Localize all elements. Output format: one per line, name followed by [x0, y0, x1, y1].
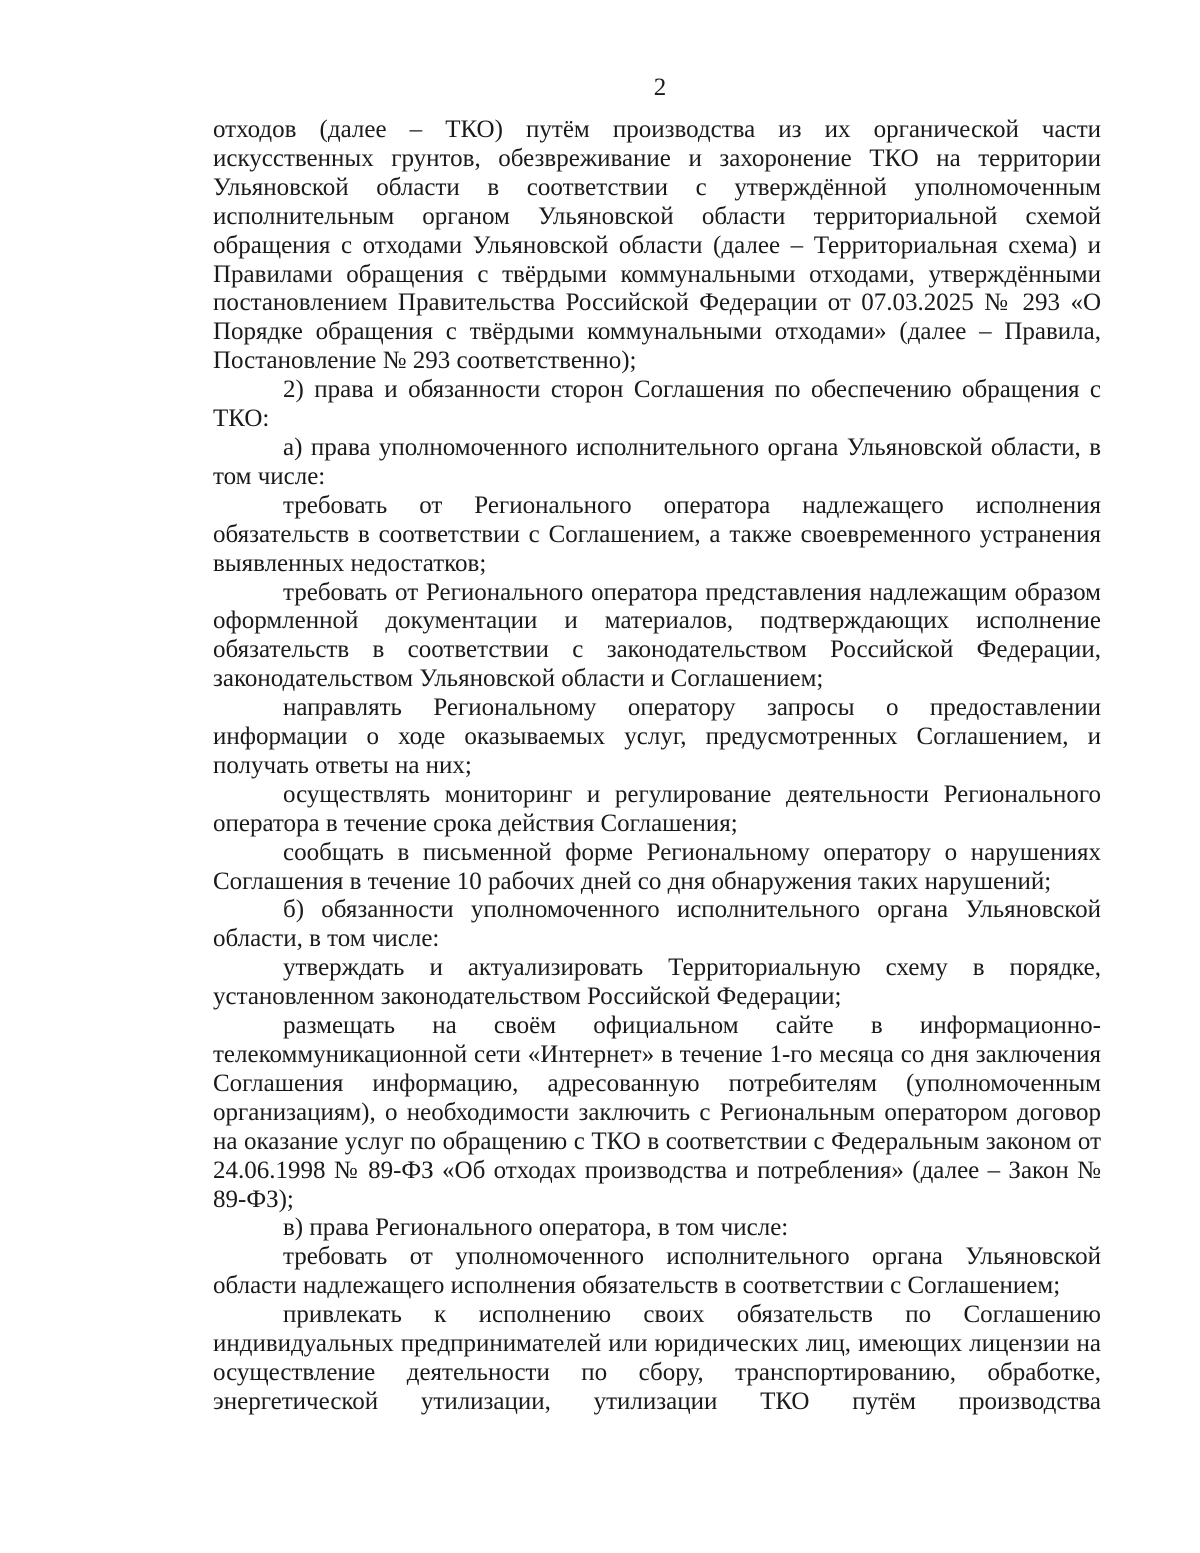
paragraph: привлекать к исполнению своих обязательств по Соглашению индивидуальных предпринимателей или юридических лиц, имеющих лицензии на осуществление деятельности по сбору, транспортированию, обработке, энергетической утилизации, утилизации ТКО путём производства — [213, 1301, 1101, 1415]
page-number: 2 — [653, 74, 667, 101]
document-body — [213, 116, 1101, 1417]
paragraph: осуществлять мониторинг и регулирование деятельности Регионального оператора в течение срока действия Соглашения; — [213, 780, 1101, 837]
paragraph: требовать от Регионального оператора представления надлежащим образом оформленной документации и материалов, подтверждающих исполнение обязательств в соответствии с законодательством Российской Федерации, законодательством Ульяновской области и Соглашением; — [213, 578, 1101, 693]
paragraph: утверждать и актуализировать Территориальную схему в порядке, установленном законодательством Российской Федерации; — [213, 954, 1101, 1011]
paragraph: а) права уполномоченного исполнительного органа Ульяновской области, в том числе: — [213, 433, 1101, 490]
paragraph: требовать от уполномоченного исполнительного органа Ульяновской области надлежащего исполнения обязательств в соответствии с Соглашением; — [213, 1243, 1101, 1300]
paragraph: в) права Регионального оператора, в том числе: — [283, 1214, 789, 1242]
paragraph: сообщать в письменной форме Региональному оператору о нарушениях Соглашения в течение 10 рабочих дней со дня обнаружения таких нарушений; — [213, 838, 1101, 895]
paragraph: отходов (далее – ТКО) путём производства из их органической части искусственных грунтов, обезвреживание и захоронение ТКО на территории Ульяновской области в соответствии с утверждённой уполномоченным исполнительным органом Ульяновской области территориальной схемой обращения с отходами Ульяновской области (далее – Территориальная схема) и Правилами обращения с твёрдыми коммунальными отходами, утверждёнными постановлением Правительства Российской Федерации от 07.03.2025 № 293 «О Порядке обращения с твёрдыми коммунальными отходами» (далее – Правила, Постановление № 293 соответственно); — [213, 116, 1101, 375]
paragraph: требовать от Регионального оператора надлежащего исполнения обязательств в соответствии с Соглашением, а также своевременного устранения выявленных недостатков; — [213, 491, 1101, 577]
paragraph: 2) права и обязанности сторон Соглашения по обеспечению обращения с ТКО: — [213, 376, 1101, 433]
paragraph: б) обязанности уполномоченного исполнительного органа Ульяновской области, в том числе: — [213, 896, 1101, 953]
paragraph: направлять Региональному оператору запросы о предоставлении информации о ходе оказываемых услуг, предусмотренных Соглашением, и получать ответы на них; — [213, 694, 1101, 779]
paragraph: размещать на своём официальном сайте в информационно-телекоммуникационной сети «Интернет» в течение 1-го месяца со дня заключения Соглашения информацию, адресованную потребителям (уполномоченным организациям), о необходимости заключить с Региональным оператором договор на оказание услуг по обращению с ТКО в соответствии с Федеральным законом от 24.06.1998 № 89-ФЗ «Об отходах производства и потребления» (далее – Закон № 89-ФЗ); — [213, 1012, 1101, 1213]
